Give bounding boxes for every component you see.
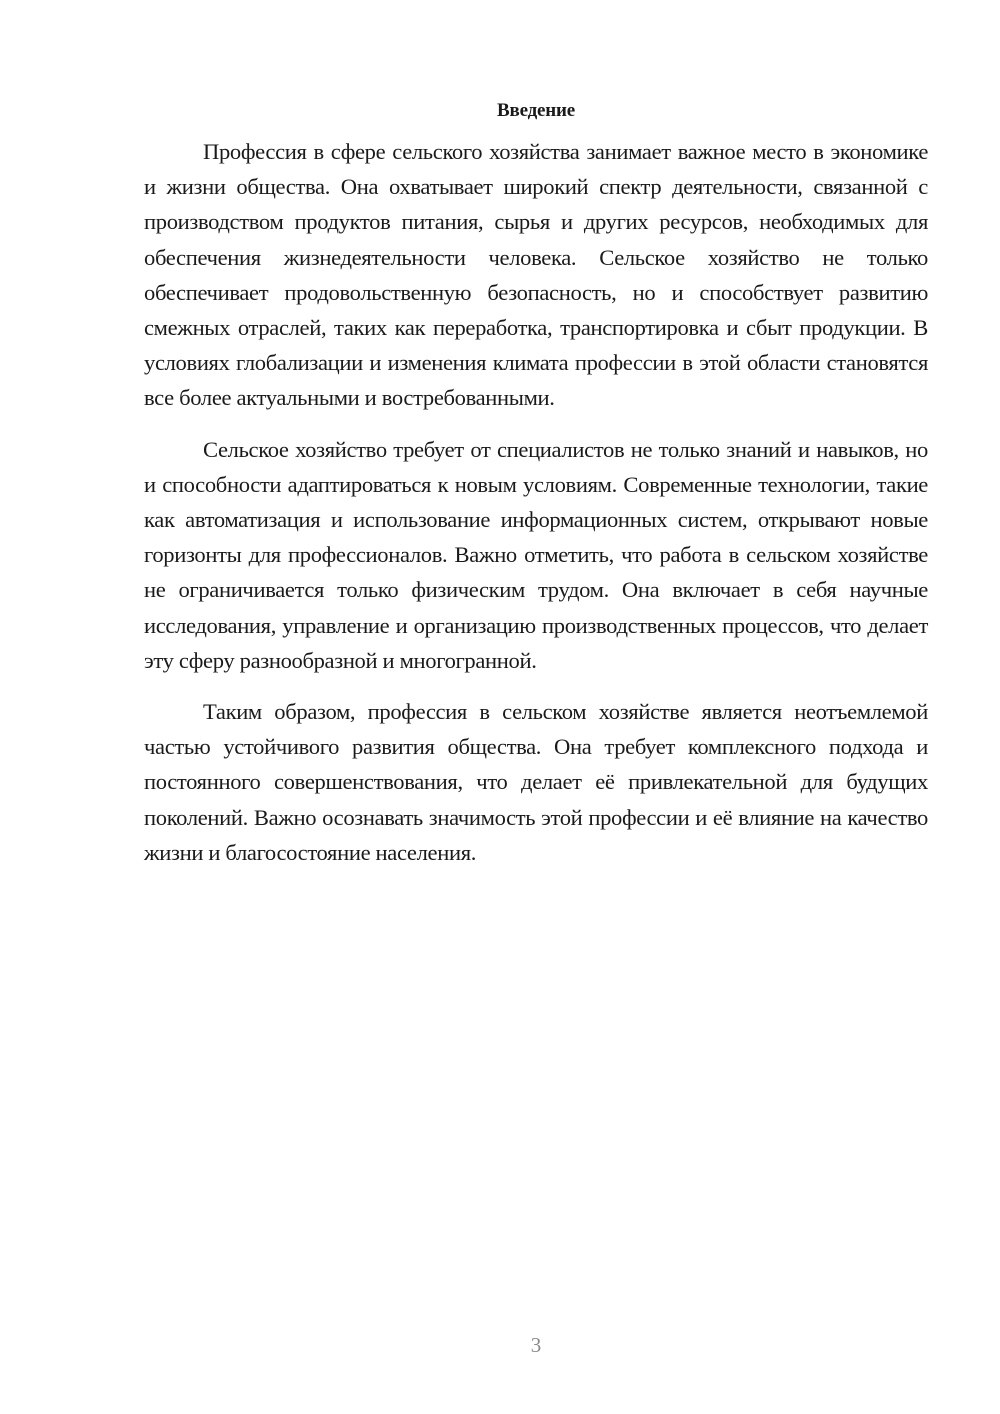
paragraph-1: Профессия в сфере сельского хозяйства занимает важное место в экономике и жизни общества. Она охватывает широкий спектр деятельности, связанной с производством продуктов питания, сырья и других ресурсов, необходимых для обеспечения жизнедеятельности человека. Сельское хозяйство не только обеспечивает продовольственную безопасность, но и способствует развитию смежных отраслей, таких как переработка, транспортировка и сбыт продукции. В условиях глобализации и изменения климата профессии в этой области становятся все более актуальными и востребованными. [144, 139, 928, 411]
paragraph-2: Сельское хозяйство требует от специалистов не только знаний и навыков, но и способности адаптироваться к новым условиям. Современные технологии, такие как автоматизация и использование информационных систем, открывают новые горизонты для профессионалов. Важно отметить, что работа в сельском хозяйстве не ограничивается только физическим трудом. Она включает в себя научные исследования, управление и организацию производственных процессов, что делает эту сферу разнообразной и многогранной. [144, 436, 928, 673]
section-title: Введение [497, 100, 575, 121]
page-number: 3 [530, 1333, 542, 1357]
paragraph-3: Таким образом, профессия в сельском хозяйстве является неотъемлемой частью устойчивого развития общества. Она требует комплексного подхода и постоянного совершенствования, что делает её привлекательной для будущих поколений. Важно осознавать значимость этой профессии и её влияние на качество жизни и благосостояние населения. [144, 699, 928, 865]
page-content [144, 96, 928, 886]
